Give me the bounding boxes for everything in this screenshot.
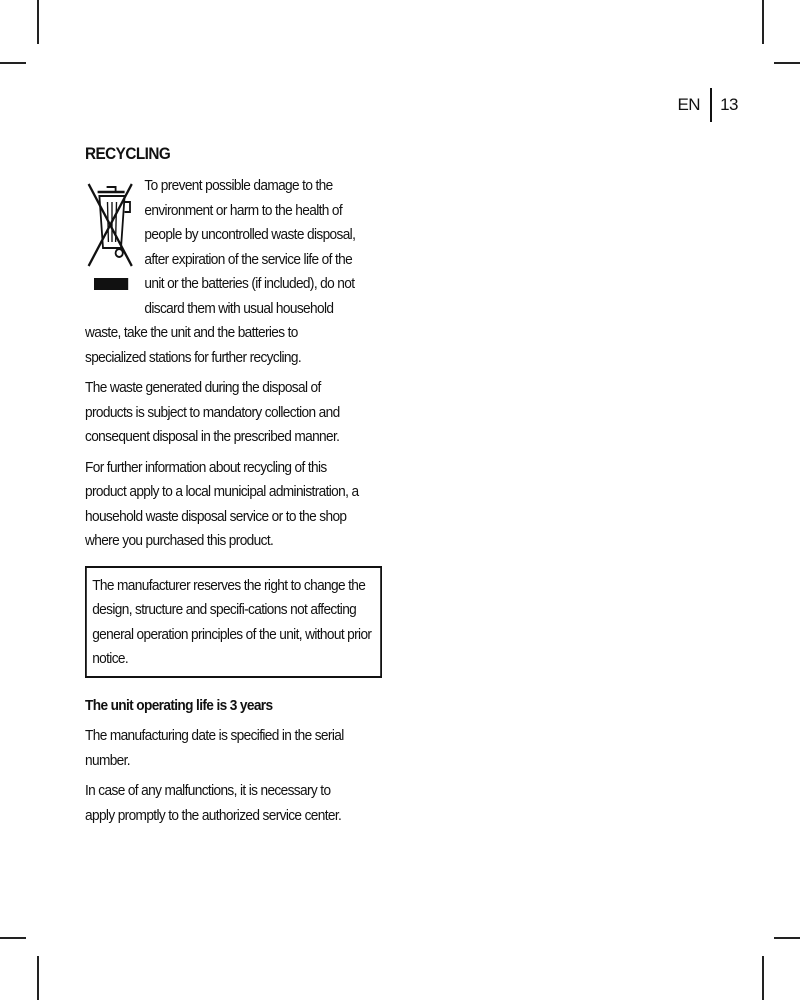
crop-mark-bottom-left-vertical xyxy=(37,956,39,1000)
crop-mark-bottom-right-horizontal xyxy=(774,937,800,939)
header-separator xyxy=(710,88,712,122)
malfunctions-text: In case of any malfunctions, it is necessary to apply promptly to the authorized service center. xyxy=(85,782,342,824)
crossed-out-wheelie-bin-icon xyxy=(85,178,135,298)
operating-life-text: The unit operating life is 3 years xyxy=(85,696,273,714)
crop-mark-top-right-horizontal xyxy=(774,62,800,64)
manufacturer-notice-box xyxy=(85,566,382,678)
page-header xyxy=(677,88,738,122)
recycling-paragraph-2: The waste generated during the disposal of products is subject to mandatory collection and consequent disposal in the prescribed manner. xyxy=(85,379,340,445)
page-number: 13 xyxy=(720,95,738,114)
crop-mark-top-right-vertical xyxy=(762,0,764,44)
recycling-paragraph-1: To prevent possible damage to the environment or harm to the health of people by uncontrolled waste disposal, after expiration of the service life of the unit or the batteries (if included), do not discard them with usual household waste, take the unit and the batteries to specialized stations for further recycling. xyxy=(85,177,356,366)
crop-mark-bottom-left-horizontal xyxy=(0,937,26,939)
crop-mark-top-left-horizontal xyxy=(0,62,26,64)
crop-mark-top-left-vertical xyxy=(37,0,39,44)
manufacturer-notice-text: The manufacturer reserves the right to change the design, structure and specifi-cations not affecting general operation principles of the unit, without prior notice. xyxy=(92,576,372,667)
recycling-section xyxy=(85,140,372,834)
section-title: RECYCLING xyxy=(85,144,171,163)
recycling-paragraph-3: For further information about recycling of this product apply to a local municipal administration, a household waste disposal service or to the shop where you purchased this product. xyxy=(85,458,359,549)
crop-mark-bottom-right-vertical xyxy=(762,956,764,1000)
manufacturing-date-text: The manufacturing date is specified in the serial number. xyxy=(85,727,344,769)
language-label: EN xyxy=(677,95,701,114)
